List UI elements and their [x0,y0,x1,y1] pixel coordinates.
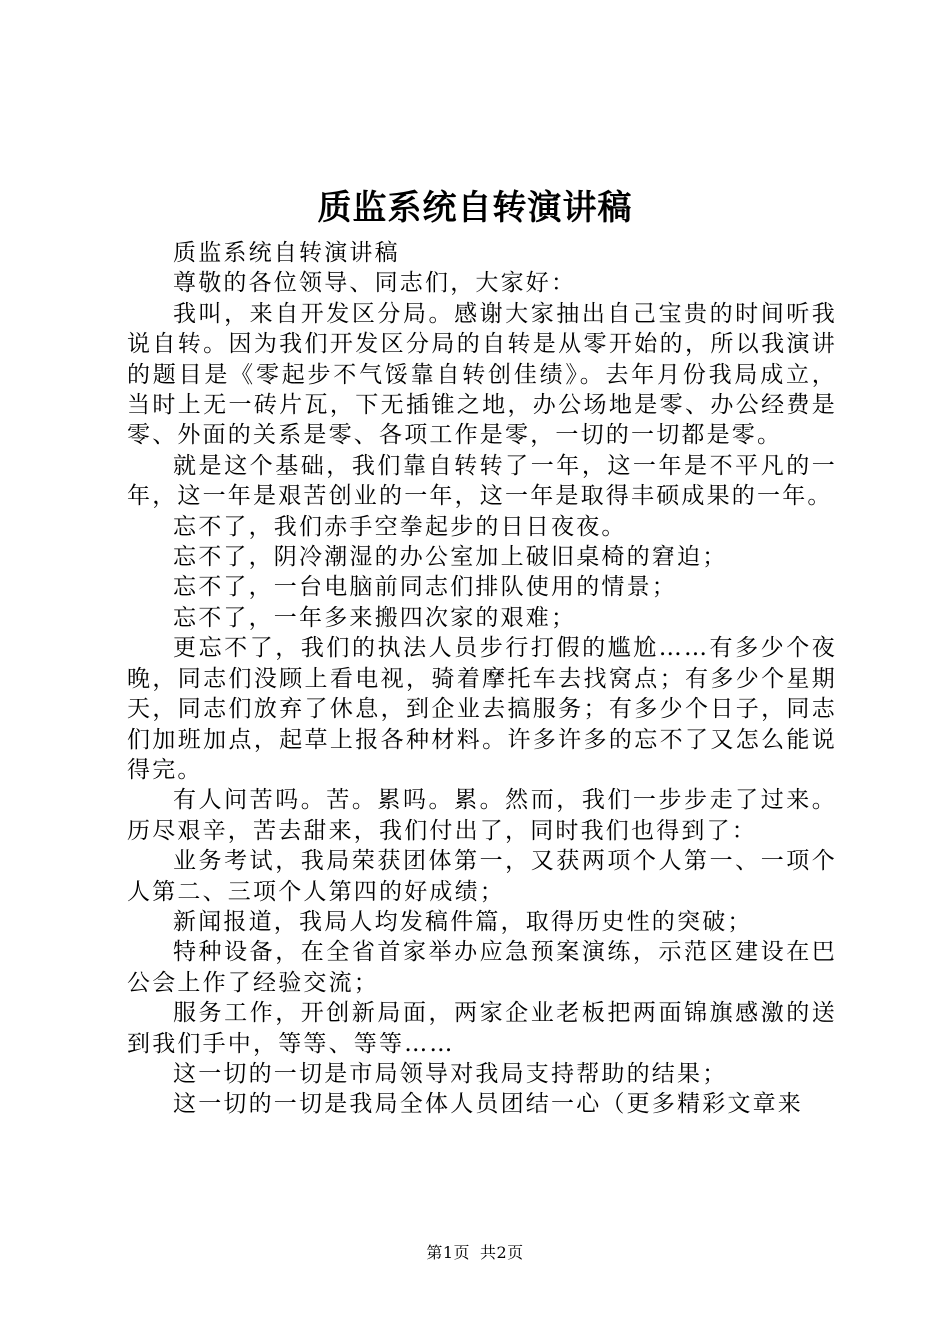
page-footer [0,1242,950,1264]
document-body [127,238,837,1120]
paragraph: 忘不了，一年多来搬四次家的艰难； [173,604,577,631]
paragraph: 忘不了，一台电脑前同志们排队使用的情景； [173,574,677,601]
paragraph-greeting: 尊敬的各位领导、同志们，大家好： [173,270,577,297]
paragraph: 这一切的一切是市局领导对我局支持帮助的结果； [173,1060,728,1087]
paragraph: 忘不了，我们赤手空拳起步的日日夜夜。 [173,513,627,540]
page-number: 第1页 [426,1243,470,1262]
page-total: 共2页 [480,1243,524,1262]
document-title: 质监系统自转演讲稿 [317,188,633,228]
paragraph: 业务考试，我局荣获团体第一，又获两项个人第一、一项个人第二、三项个人第四的好成绩； [127,848,837,905]
paragraph-subtitle: 质监系统自转演讲稿 [173,240,400,266]
paragraph: 就是这个基础，我们靠自转转了一年，这一年是不平凡的一年，这一年是艰苦创业的一年，这一年是取得丰硕成果的一年。 [127,452,837,510]
paragraph: 更忘不了，我们的执法人员步行打假的尴尬……有多少个夜晚，同志们没顾上看电视，骑着摩托车去找窝点；有多少个星期天，同志们放弃了休息，到企业去搞服务；有多少个日子，同志们加班加点，起草上报各种材料。许多许多的忘不了又怎么能说得完。 [127,635,837,783]
paragraph: 忘不了，阴冷潮湿的办公室加上破旧桌椅的窘迫； [173,544,728,571]
paragraph: 特种设备，在全省首家举办应急预案演练，示范区建设在巴公会上作了经验交流； [127,939,837,996]
paragraph: 这一切的一切是我局全体人员团结一心（更多精彩文章来 [173,1091,803,1118]
paragraph: 新闻报道，我局人均发稿件篇，取得历史性的突破； [173,908,753,935]
paragraph: 服务工作，开创新局面，两家企业老板把两面锦旗感激的送到我们手中，等等、等等…… [127,1000,837,1057]
paragraph: 我叫，来自开发区分局。感谢大家抽出自己宝贵的时间听我说自转。因为我们开发区分局的自转是从零开始的，所以我演讲的题目是《零起步不气馁靠自转创佳绩》。去年月份我局成立，当时上无一砖片瓦，下无插锥之地，办公场地是零、办公经费是零、外面的关系是零、各项工作是零，一切的一切都是零。 [127,300,837,449]
paragraph: 有人问苦吗。苦。累吗。累。然而，我们一步步走了过来。历尽艰辛，苦去甜来，我们付出了，同时我们也得到了： [127,787,837,844]
